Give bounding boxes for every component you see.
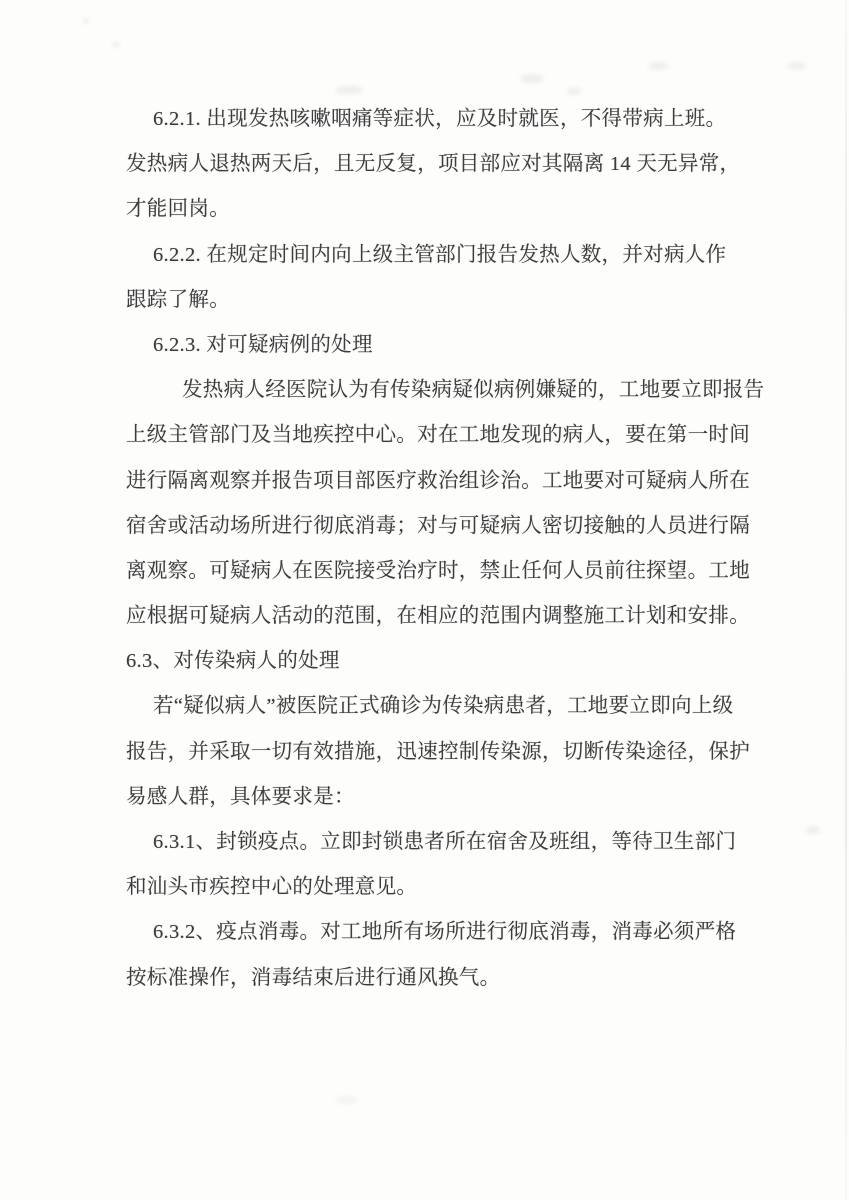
doc-line: 按标准操作，消毒结束后进行通风换气。 (126, 966, 501, 989)
doc-line: 和汕头市疾控中心的处理意见。 (126, 876, 418, 899)
doc-line: 6.2.3. 对可疑病例的处理 (153, 333, 373, 356)
doc-line: 6.2.1. 出现发热咳嗽咽痛等症状，应及时就医，不得带病上班。 (153, 108, 727, 130)
doc-line: 应根据可疑病人活动的范围，在相应的范围内调整施工计划和安排。 (126, 605, 750, 628)
doc-line: 6.2.2. 在规定时间内向上级主管部门报告发热人数，并对病人作 (153, 243, 727, 266)
doc-line: 发热病人退热两天后，且无反复，项目部应对其隔离 14 天无异常， (126, 153, 741, 176)
doc-line: 6.3.1、封锁疫点。立即封锁患者所在宿舍及班组，等待卫生部门 (153, 831, 737, 853)
doc-line: 6.3.2、疫点消毒。对工地所有场所进行彻底消毒，消毒必须严格 (153, 921, 737, 944)
doc-line: 离观察。可疑病人在医院接受治疗时，禁止任何人员前往探望。工地 (126, 559, 750, 582)
doc-line: 进行隔离观察并报告项目部医疗救治组诊治。工地要对可疑病人所在 (126, 469, 750, 492)
doc-line: 发热病人经医院认为有传染病疑似病例嫌疑的，工地要立即报告 (182, 379, 765, 402)
doc-line: 易感人群，具体要求是： (126, 785, 355, 808)
doc-line: 上级主管部门及当地疾控中心。对在工地发现的病人，要在第一时间 (126, 424, 750, 447)
doc-line: 才能回岗。 (126, 198, 230, 221)
doc-line: 若“疑似病人”被医院正式确诊为传染病患者，工地要立即向上级 (153, 695, 734, 718)
doc-line: 宿舍或活动场所进行彻底消毒；对与可疑病人密切接触的人员进行隔 (126, 514, 750, 537)
doc-line: 6.3、对传染病人的处理 (126, 650, 340, 673)
doc-line: 报告，并采取一切有效措施，迅速控制传染源，切断传染途径，保护 (126, 740, 750, 763)
doc-line: 跟踪了解。 (126, 288, 230, 311)
